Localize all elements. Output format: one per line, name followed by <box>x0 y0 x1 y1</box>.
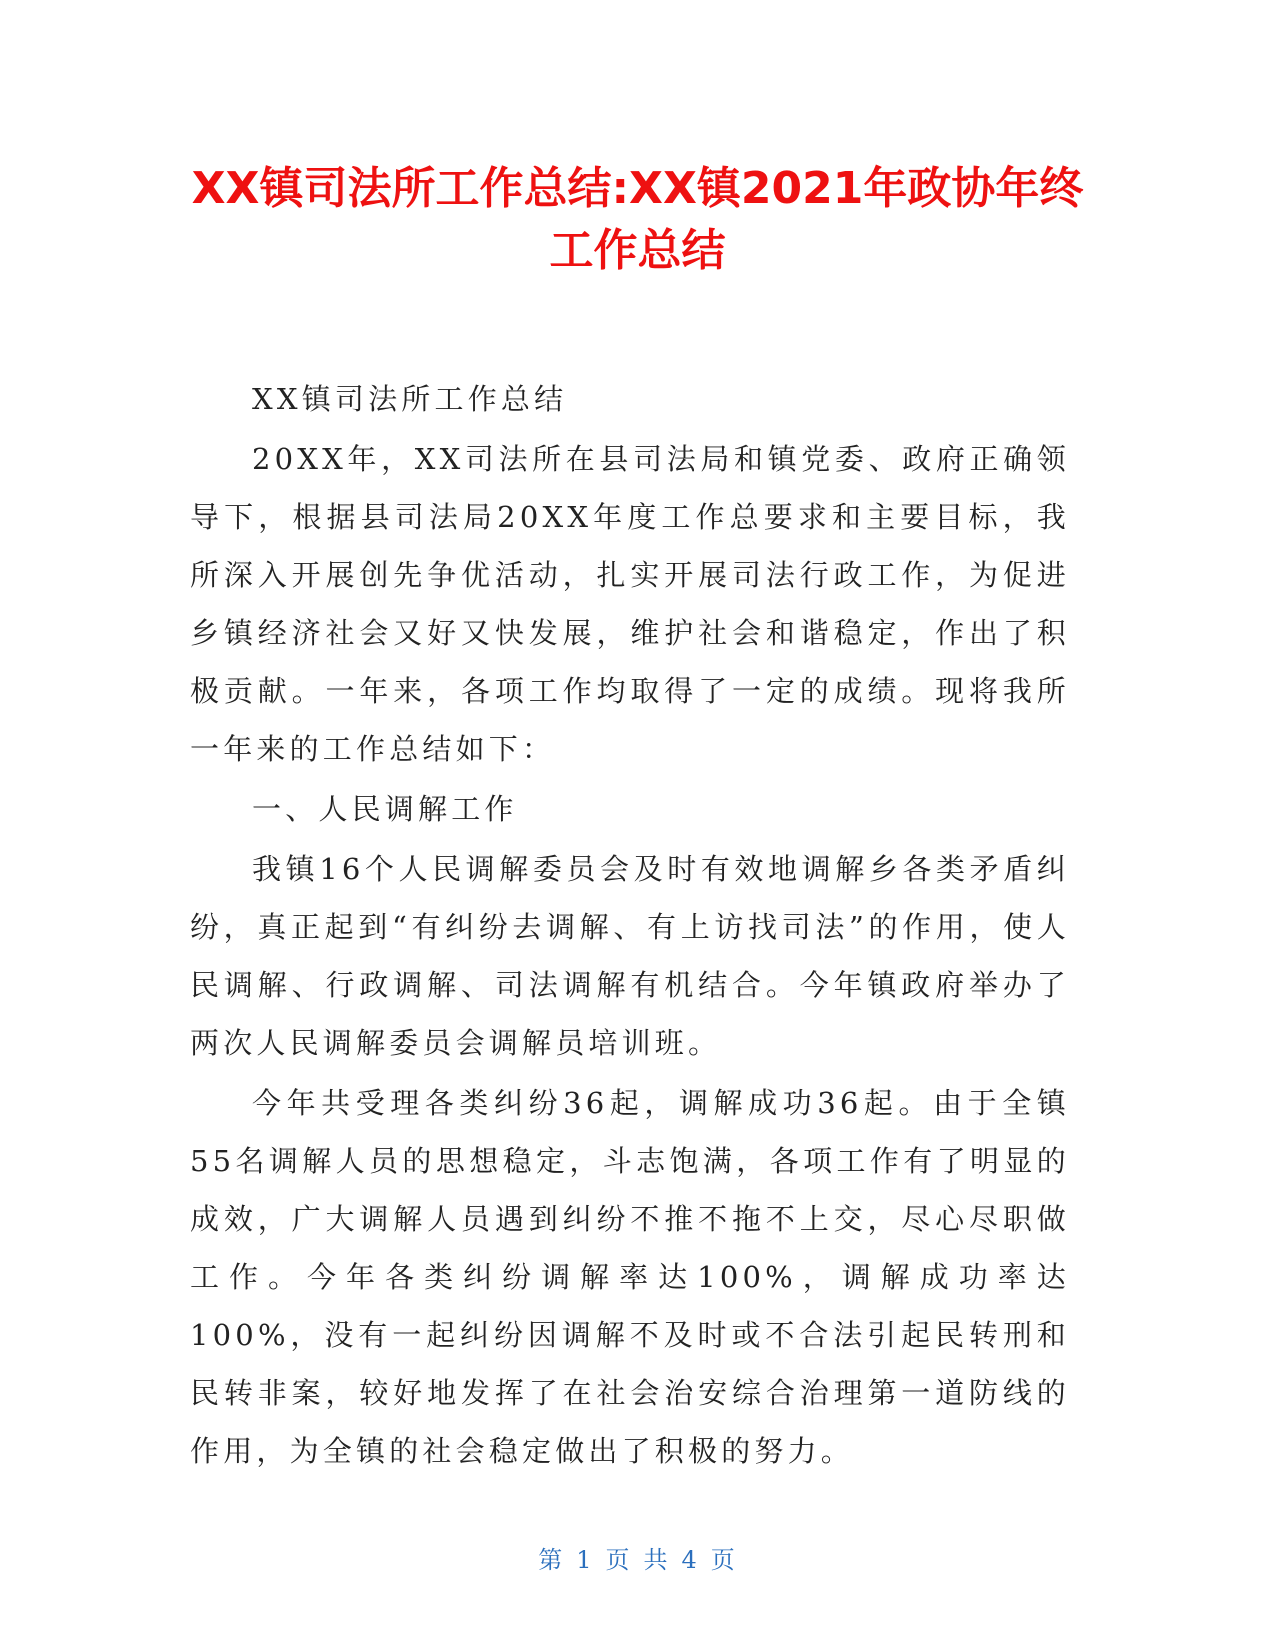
footer-total-pages: 4 <box>681 1546 699 1574</box>
mediation-paragraph-2: 今年共受理各类纠纷36起，调解成功36起。由于全镇55名调解人员的思想稳定，斗志饱满，各项工作有了明显的成效，广大调解人员遇到纠纷不推不拖不上交，尽心尽职做工作。今年各类纠纷调解率达100%，调解成功率达100%，没有一起纠纷因调解不及时或不合法引起民转刑和民转非案，较好地发挥了在社会治安综合治理第一道防线的作用，为全镇的社会稳定做出了积极的努力。 <box>190 1086 1070 1468</box>
footer-page-unit: 页 <box>605 1546 632 1574</box>
mediation-paragraph-1: 我镇16个人民调解委员会及时有效地调解乡各类矛盾纠纷，真正起到“有纠纷去调解、有上访找司法”的作用，使人民调解、行政调解、司法调解有机结合。今年镇政府举办了两次人民调解委员会调解员培训班。 <box>190 852 1070 1060</box>
footer-page-prefix: 第 <box>538 1546 565 1574</box>
section-heading-mediation: 一、人民调解工作 <box>252 792 518 826</box>
footer-page-number: 1 <box>576 1546 594 1574</box>
section-subtitle: XX镇司法所工作总结 <box>252 382 568 416</box>
page-footer <box>0 1540 1275 1575</box>
document-body <box>190 370 1070 1482</box>
document-title: XX镇司法所工作总结:XX镇2021年政协年终工作总结 <box>191 163 1084 276</box>
footer-total-prefix: 共 <box>643 1546 670 1574</box>
footer-total-unit: 页 <box>710 1546 737 1574</box>
intro-paragraph: 20XX年，XX司法所在县司法局和镇党委、政府正确领导下，根据县司法局20XX年度工作总要求和主要目标，我所深入开展创先争优活动，扎实开展司法行政工作，为促进乡镇经济社会又好又快发展，维护社会和谐稳定，作出了积极贡献。一年来，各项工作均取得了一定的成绩。现将我所一年来的工作总结如下： <box>190 442 1070 766</box>
